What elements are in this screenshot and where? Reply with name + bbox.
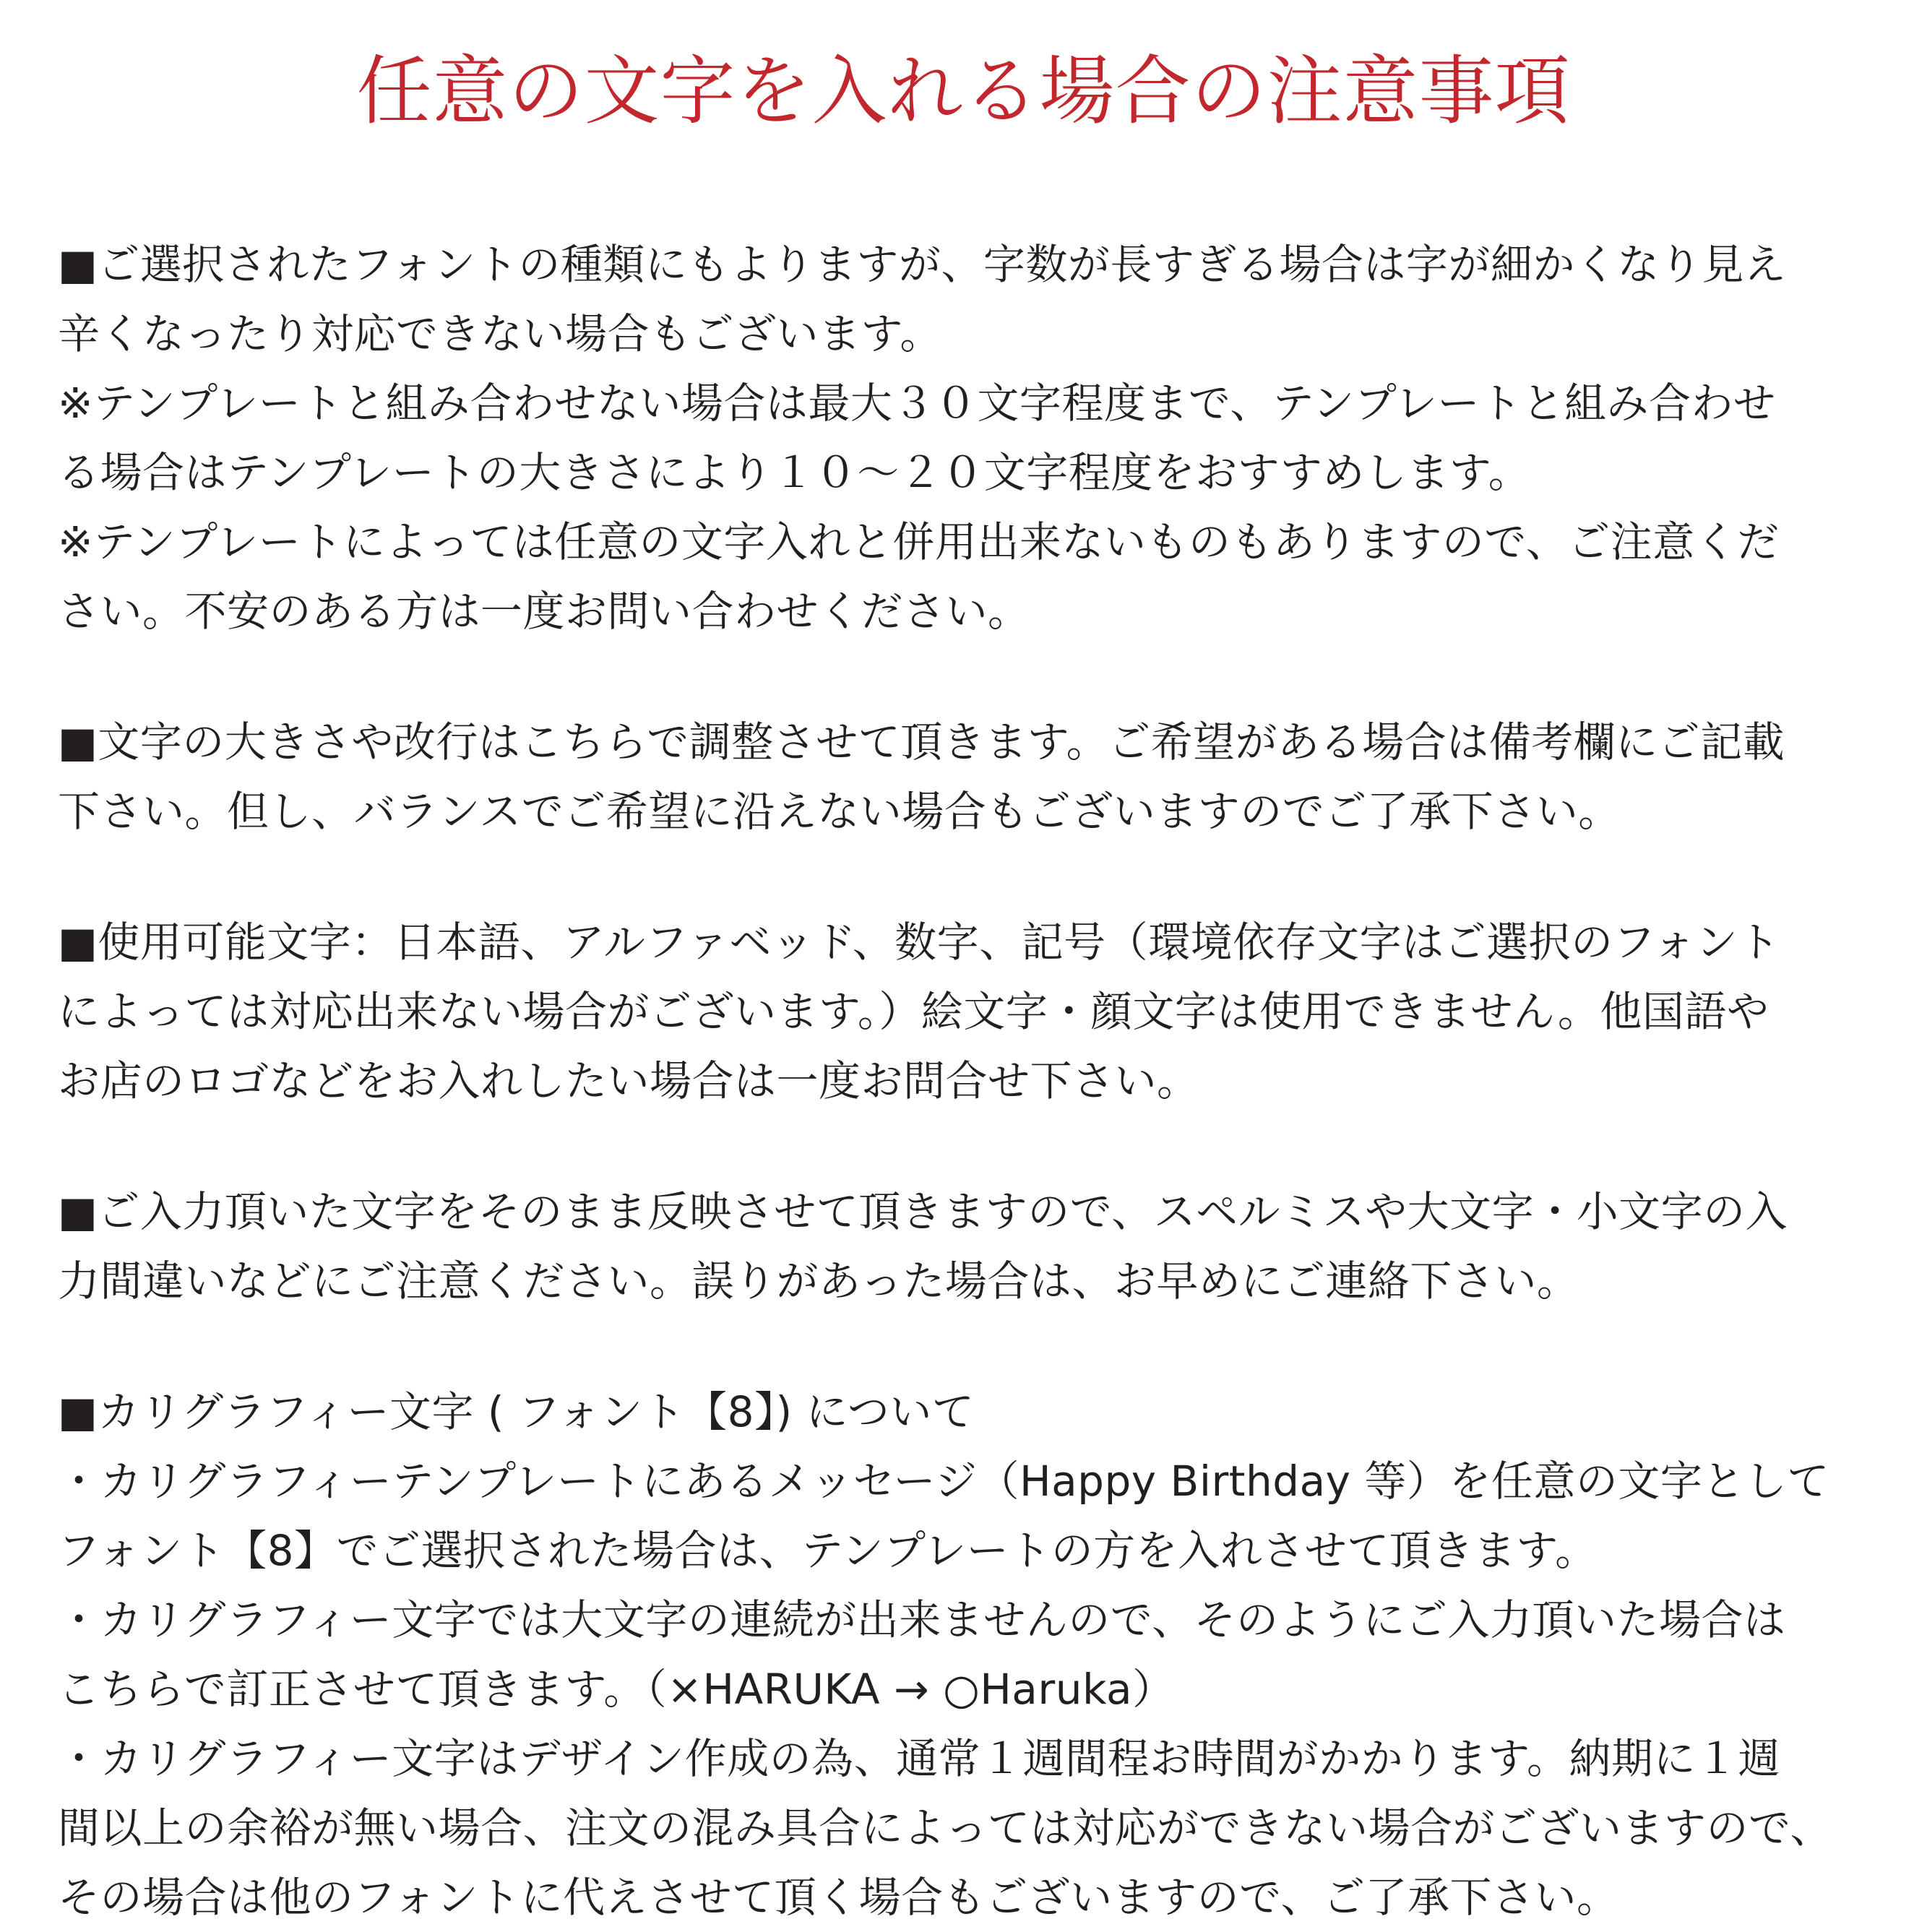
text-line: ・カリグラフィー文字はデザイン作成の為、通常１週間程お時間がかかります。納期に１週 — [58, 1734, 1781, 1783]
notice-content — [58, 230, 1879, 1932]
text-line: 間以上の余裕が無い場合、注文の混み具合によっては対応ができない場合がございますので、 — [58, 1803, 1832, 1853]
text-line: ■ご入力頂いた文字をそのまま反映させて頂きますので、スペルミスや大文字・小文字の入 — [58, 1187, 1788, 1236]
section-calligraphy — [58, 1377, 1879, 1932]
section-input-accuracy — [58, 1177, 1879, 1316]
text-line: お店のロゴなどをお入れしたい場合は一度お問合せ下さい。 — [58, 1056, 1199, 1105]
section-size-linebreak — [58, 707, 1879, 846]
text-line: ※テンプレートによっては任意の文字入れと併用出来ないものもありますので、ご注意くだ — [58, 517, 1780, 566]
text-line: ・カリグラフィー文字では大文字の連続が出来ませんので、そのようにご入力頂いた場合は — [58, 1595, 1786, 1644]
text-line: ・カリグラフィーテンプレートにあるメッセージ（Happy Birthday 等）を任意の文字として — [58, 1457, 1829, 1506]
text-line: ■文字の大きさや改行はこちらで調整させて頂きます。ご希望がある場合は備考欄にご記載 — [58, 717, 1785, 767]
text-line: こちらで訂正させて頂きます。（×HARUKA → ○Haruka） — [58, 1665, 1175, 1714]
text-line: その場合は他のフォントに代えさせて頂く場合もございますので、ご了承下さい。 — [58, 1873, 1619, 1922]
text-line: 辛くなったり対応できない場合もございます。 — [58, 309, 942, 358]
text-line: ※テンプレートと組み合わせない場合は最大３０文字程度まで、テンプレートと組み合わせ — [58, 379, 1776, 428]
text-line: ■カリグラフィー文字 ( フォント【8】) について — [58, 1387, 975, 1436]
section-font-length — [58, 230, 1879, 646]
text-line: る場合はテンプレートの大きさにより１０～２０文字程度をおすすめします。 — [58, 448, 1531, 497]
text-line: ■使用可能文字：日本語、アルファベッド、数字、記号（環境依存文字はご選択のフォント — [58, 918, 1780, 967]
text-line: フォント【8】でご選択された場合は、テンプレートの方を入れさせて頂きます。 — [58, 1526, 1598, 1575]
page-title: 任意の文字を入れる場合の注意事項 — [356, 47, 1571, 135]
section-usable-characters — [58, 907, 1879, 1116]
text-line: 下さい。但し、バランスでご希望に沿えない場合もございますのでご了承下さい。 — [58, 787, 1621, 836]
text-line: によっては対応出来ない場合がございます。）絵文字・顔文字は使用できません。他国語や — [58, 987, 1769, 1036]
text-line: さい。不安のある方は一度お問い合わせください。 — [58, 587, 1030, 636]
text-line: 力間違いなどにご注意ください。誤りがあった場合は、お早めにご連絡下さい。 — [58, 1256, 1579, 1306]
text-line: ■ご選択されたフォントの種類にもよりますが、字数が長すぎる場合は字が細かくなり見え — [58, 240, 1787, 289]
